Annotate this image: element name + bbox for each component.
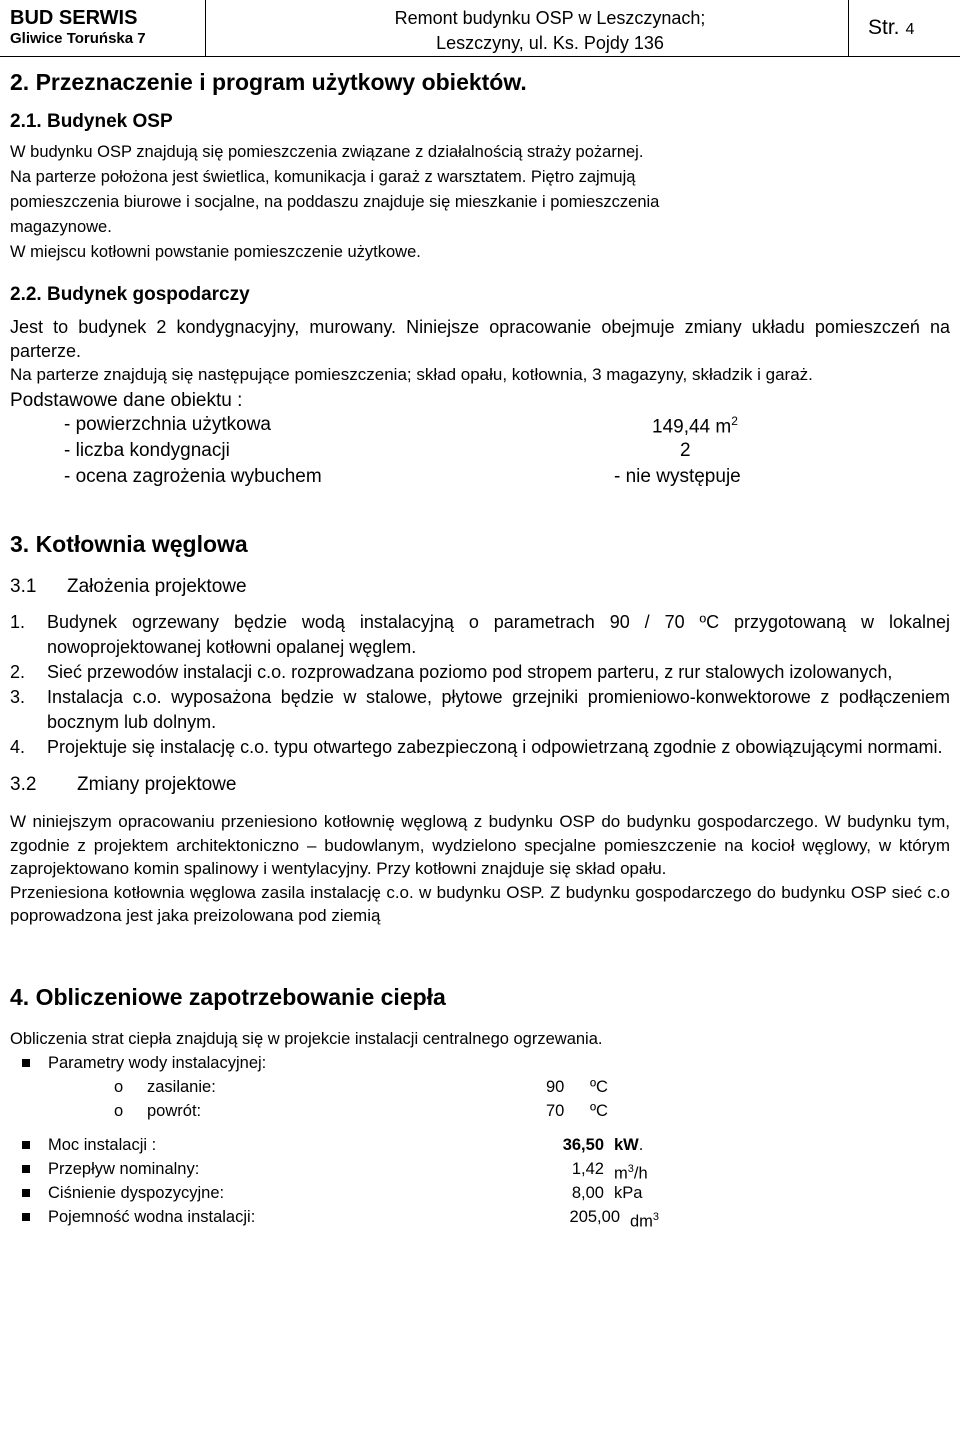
section-3-1-heading: 3.1 Założenia projektowe (10, 576, 247, 597)
section-3-2-text-2: Przeniesiona kotłownia węglowa zasila instalację c.o. w budynku OSP. Z budynku gospodarczego do budynku OSP sieć c.o poprowadzona jest jaka preizolowana pod ziemią (10, 882, 950, 925)
section-4-heading: 4. Obliczeniowe zapotrzebowanie ciepła (10, 983, 446, 1010)
sub-item-label: powrót: (147, 1101, 202, 1120)
section-2-1-heading: 2.1. Budynek OSP (10, 111, 173, 132)
sub-item-unit: ºC (590, 1077, 608, 1096)
list-item: 2. Sieć przewodów instalacji c.o. rozprowadzana poziomo pod stropem parteru, z rur stalowych izolowanych, (10, 662, 893, 682)
bullet-item (10, 1157, 950, 1181)
document-title-line1: Remont budynku OSP w Leszczynach; (394, 8, 706, 28)
bullet-square-icon (22, 1165, 30, 1173)
section-2-2-text-2: Na parterze znajdują się następujące pomieszczenia; skład opału, kotłownia, 3 magazyny, składzik i garaż. (10, 365, 813, 384)
company-name: BUD SERWIS (10, 7, 138, 29)
bullet-value: 205,00 (569, 1207, 620, 1226)
page-content (10, 68, 950, 1229)
section-3-heading: 3. Kotłownia węglowa (10, 531, 248, 557)
sub-item-label: zasilanie: (147, 1077, 216, 1096)
section-2-2-heading: 2.2. Budynek gospodarczy (10, 284, 250, 305)
basic-data-value: - nie występuje (614, 466, 741, 487)
circle-bullet-icon: o (114, 1077, 124, 1096)
section-2-1-body (10, 140, 950, 265)
basic-data-row (10, 414, 950, 440)
basic-data-label: - ocena zagrożenia wybuchem (64, 466, 322, 487)
header-divider-right (848, 0, 849, 56)
basic-data-row (10, 466, 950, 492)
bullet-label: Ciśnienie dyspozycyjne: (48, 1183, 225, 1202)
bullet-item (10, 1181, 950, 1205)
section-2-2-text-1: Jest to budynek 2 kondygnacyjny, murowany. Niniejsze opracowanie obejmuje zmiany układu pomieszczeń na parterze. (10, 317, 950, 361)
sub-item (10, 1075, 950, 1099)
bullet-item (10, 1205, 950, 1229)
section-3-2-text-1: W niniejszym opracowaniu przeniesiono kotłownię węglową z budynku OSP do budynku gospodarczego. W budynku tym, zgodnie z projektem architektoniczno – budowlanym, wydzielono specjalne pomieszczenie na kocioł węglowy, w którym zaprojektowano komin spalinowy i wentylacyjny. Przy kotłowni znajduje się skład opału. (10, 812, 950, 878)
company-address: Gliwice Toruńska 7 (10, 30, 146, 47)
bullet-square-icon (22, 1141, 30, 1149)
document-title-line2: Leszczyny, ul. Ks. Pojdy 136 (436, 33, 664, 53)
text-line: pomieszczenia biurowe i socjalne, na poddaszu znajduje się mieszkanie i pomieszczenia (10, 193, 660, 211)
sub-item-value: 70 (546, 1101, 565, 1120)
bullet-unit: kPa (614, 1183, 643, 1202)
bullet-square-icon (22, 1189, 30, 1197)
bullet-item (10, 1133, 950, 1157)
bullet-value: 8,00 (571, 1183, 604, 1202)
basic-data-label: - powierzchnia użytkowa (64, 414, 271, 435)
sub-item (10, 1099, 950, 1123)
list-item: 1. Budynek ogrzewany będzie wodą instalacyjną o parametrach 90 / 70 ºC przygotowaną w lokalnej nowoprojektowanej kotłowni opalanej węglem. (10, 612, 950, 657)
bullet-unit: $m^3/h$ (614, 1162, 648, 1182)
sub-item-unit: ºC (590, 1101, 608, 1120)
sub-item-value: 90 (546, 1077, 565, 1096)
circle-bullet-icon: o (114, 1101, 124, 1120)
text-line: magazynowe. (10, 218, 112, 236)
bullet-label: Pojemność wodna instalacji: (48, 1207, 256, 1226)
list-item: 3. Instalacja c.o. wyposażona będzie w stalowe, płytowe grzejniki promieniowo-konwektorowe z podłączeniem bocznym lub dolnym. (10, 687, 950, 732)
bullet-label: Moc instalacji : (48, 1135, 157, 1154)
text-line: Na parterze położona jest świetlica, komunikacja i garaż z warsztatem. Piętro zajmują (10, 168, 636, 186)
basic-data-label: - liczba kondygnacji (64, 440, 230, 461)
page-number: 4 (905, 21, 915, 38)
section-2-heading: 2. Przeznaczenie i program użytkowy obiektów. (10, 69, 527, 95)
bullet-item (10, 1051, 950, 1075)
basic-data-table (10, 414, 950, 492)
bullet-unit: kW. (614, 1135, 644, 1154)
bullet-value: 36,50 (562, 1135, 604, 1154)
page-header (0, 0, 960, 57)
basic-data-value: 2 (680, 440, 691, 461)
text-line: W budynku OSP znajdują się pomieszczenia związane z działalnością straży pożarnej. (10, 143, 644, 161)
page-indicator (868, 16, 914, 40)
header-divider-left (205, 0, 206, 56)
basic-data-heading: Podstawowe dane obiektu : (10, 390, 243, 411)
bullet-square-icon (22, 1059, 30, 1067)
basic-data-row (10, 440, 950, 466)
bullet-unit: $dm^3$ (630, 1210, 660, 1230)
basic-data-value: 149,44 $m^2$ (652, 414, 738, 438)
bullet-label: Przepływ nominalny: (48, 1159, 200, 1178)
section-3-2-heading: 3.2 Zmiany projektowe (10, 774, 237, 795)
document-title (350, 6, 750, 56)
bullet-value: 1,42 (571, 1159, 604, 1178)
bullet-square-icon (22, 1213, 30, 1221)
list-item: 4. Projektuje się instalację c.o. typu otwartego zabezpieczoną i odpowietrzaną zgodnie z obowiązującymi normami. (10, 737, 943, 757)
bullet-label: Parametry wody instalacyjnej: (48, 1053, 267, 1072)
section-4-intro: Obliczenia strat ciepła znajdują się w projekcie instalacji centralnego ogrzewania. (10, 1029, 603, 1048)
text-line: W miejscu kotłowni powstanie pomieszczenie użytkowe. (10, 243, 421, 261)
page-label: Str. (868, 16, 900, 39)
design-assumptions-list (10, 610, 950, 760)
